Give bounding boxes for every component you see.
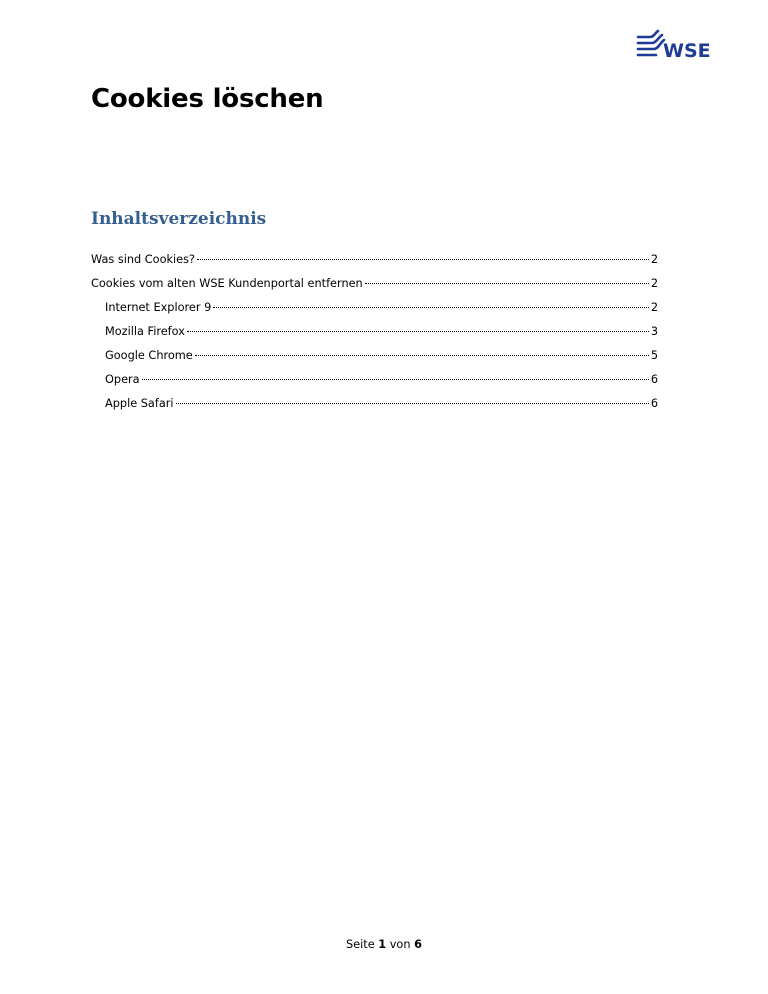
toc-entry-page: 5 [650, 349, 658, 362]
toc-entry-apple-safari[interactable] [91, 392, 658, 416]
toc-entry-page: 2 [650, 277, 658, 290]
toc-heading: Inhaltsverzeichnis [91, 209, 267, 229]
toc-entry-google-chrome[interactable] [91, 344, 658, 368]
toc-entry-label: Mozilla Firefox [105, 325, 185, 338]
toc-entry-page: 6 [650, 373, 658, 386]
toc-entry-label: Google Chrome [105, 349, 193, 362]
toc-leader-dots [213, 307, 649, 308]
toc-leader-dots [195, 355, 649, 356]
wse-wave-logo-icon [636, 28, 730, 64]
toc-entry-internet-explorer[interactable] [91, 296, 658, 320]
toc-entry-cookies-entfernen[interactable] [91, 272, 658, 296]
footer-middle: von [389, 938, 411, 951]
toc-leader-dots [187, 331, 649, 332]
toc-entry-label: Internet Explorer 9 [105, 301, 212, 314]
toc-entry-mozilla-firefox[interactable] [91, 320, 658, 344]
toc-leader-dots [142, 379, 649, 380]
toc-entry-label: Apple Safari [105, 397, 174, 410]
page-footer [0, 938, 768, 951]
toc-entry-label: Was sind Cookies? [91, 253, 196, 266]
toc-entry-page: 2 [650, 301, 658, 314]
toc-entry-label: Cookies vom alten WSE Kundenportal entfernen [91, 277, 363, 290]
wse-logo [636, 28, 730, 64]
toc-entry-was-sind-cookies[interactable] [91, 248, 658, 272]
toc-entry-page: 2 [650, 253, 658, 266]
table-of-contents [91, 248, 658, 416]
toc-entry-opera[interactable] [91, 368, 658, 392]
toc-leader-dots [176, 403, 649, 404]
footer-total-pages: 6 [414, 938, 422, 951]
toc-leader-dots [365, 283, 649, 284]
toc-leader-dots [197, 259, 649, 260]
toc-entry-page: 6 [650, 397, 658, 410]
footer-current-page: 1 [378, 938, 387, 951]
footer-prefix: Seite [346, 938, 375, 951]
toc-entry-label: Opera [105, 373, 140, 386]
document-title: Cookies löschen [91, 84, 324, 114]
toc-entry-page: 3 [650, 325, 658, 338]
logo-text: WSE [663, 40, 711, 62]
